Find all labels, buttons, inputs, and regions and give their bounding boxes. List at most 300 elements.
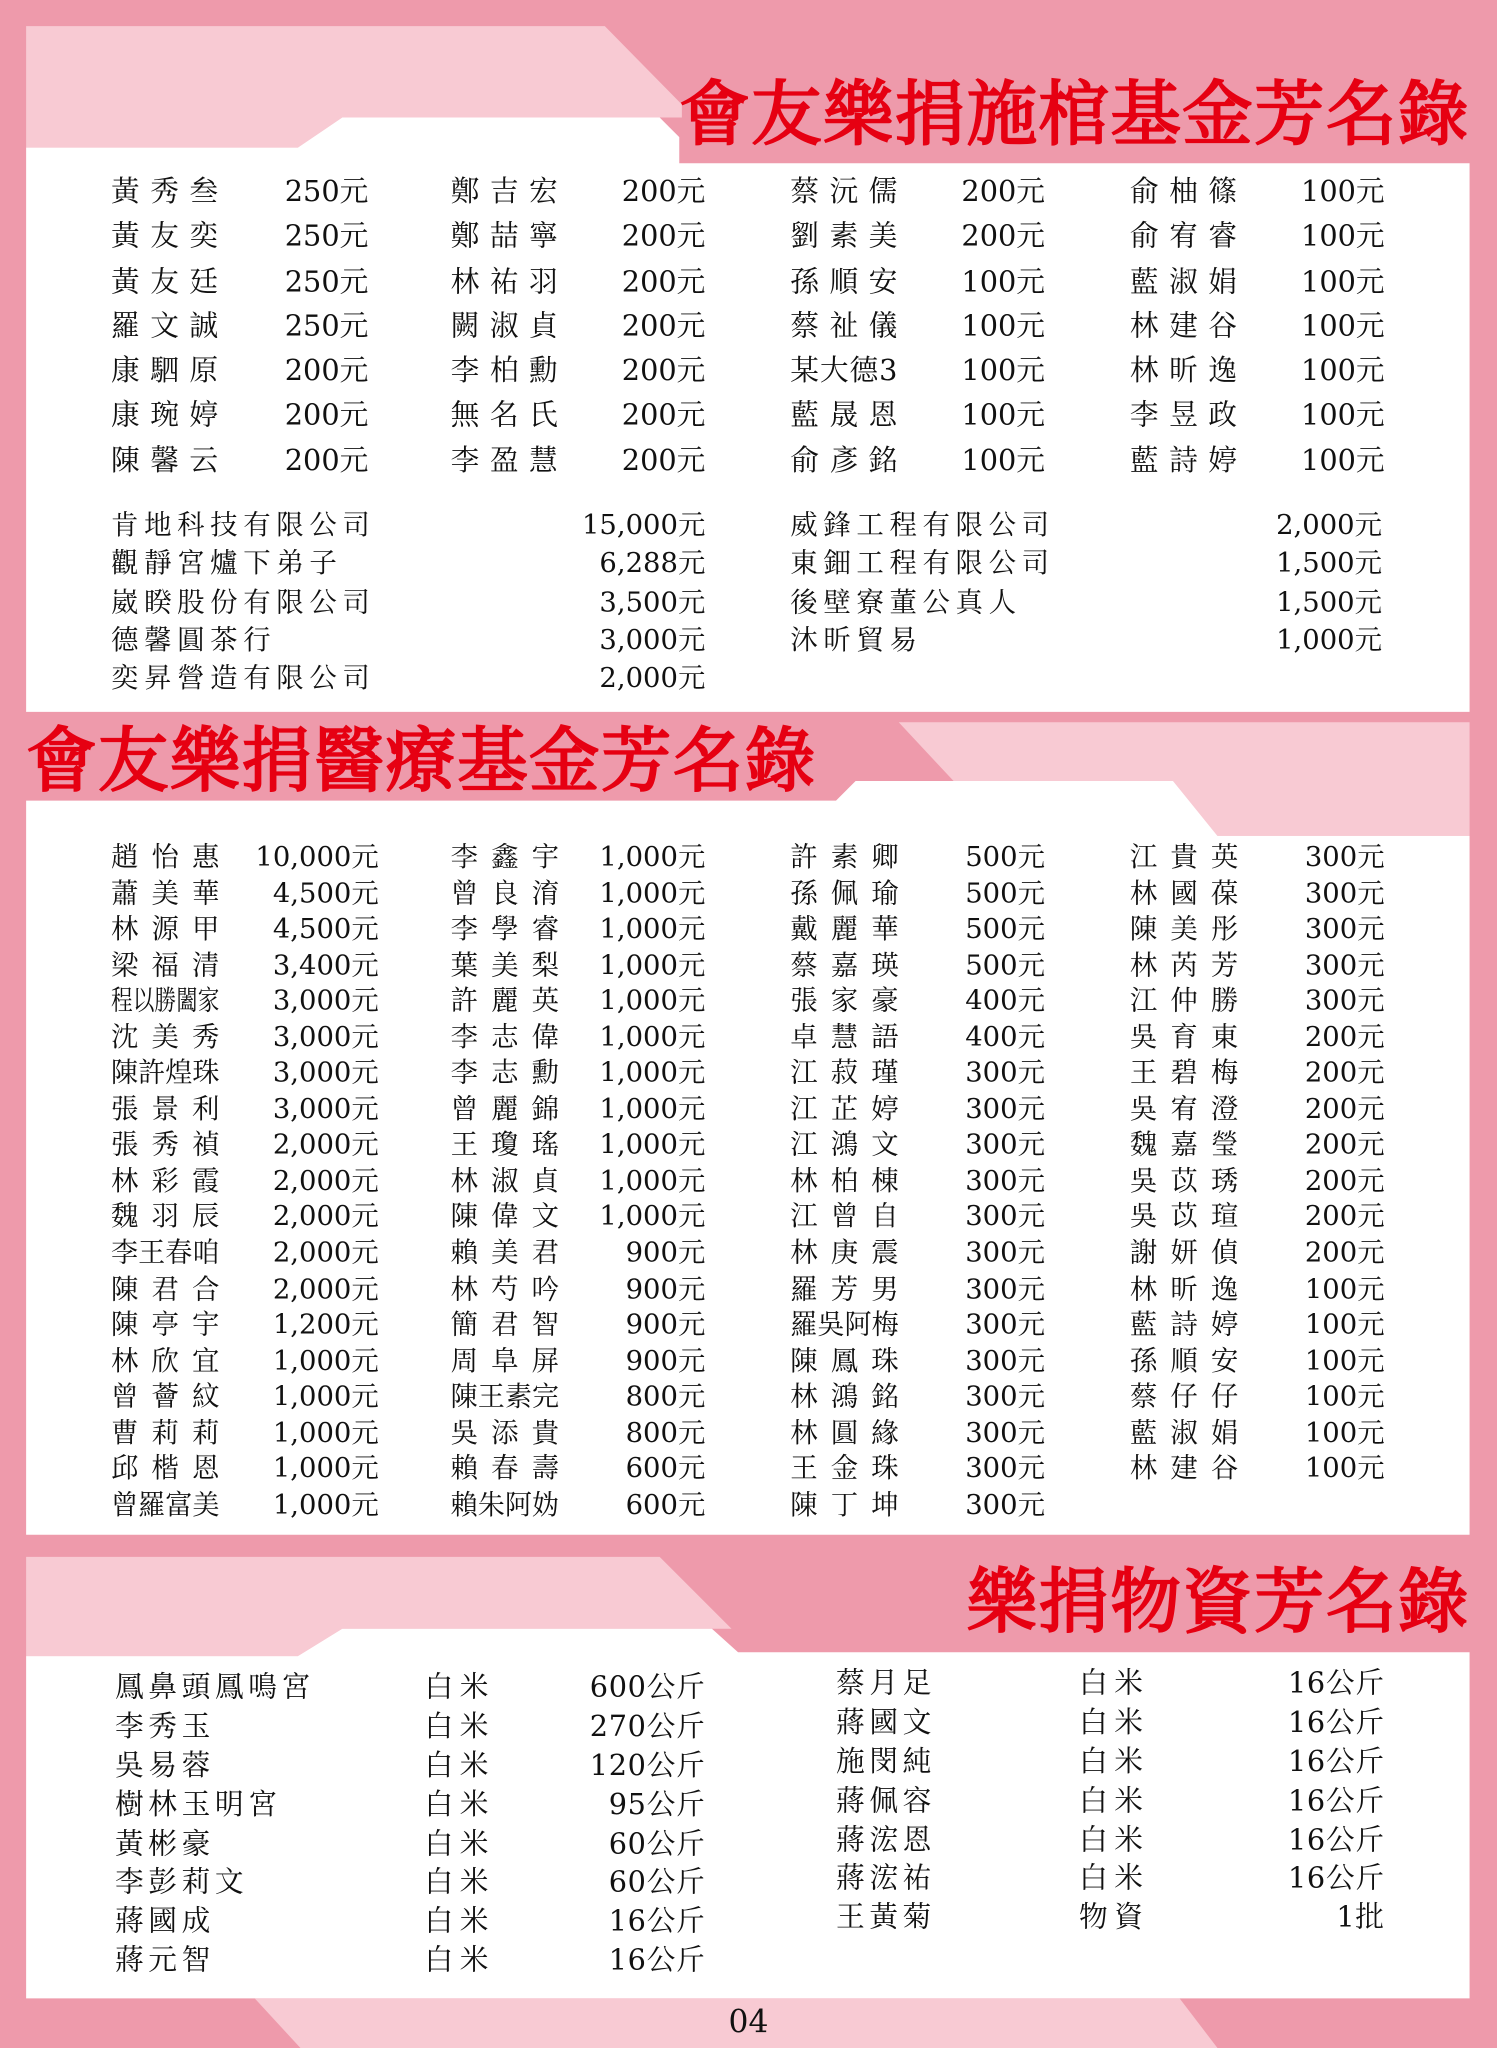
donor-row <box>111 1164 379 1200</box>
donation-amount: 1,200元 <box>272 1308 379 1341</box>
coffin-fund-company-column-right <box>790 507 1382 660</box>
donor-row <box>1130 1020 1385 1056</box>
donation-amount: 200元 <box>1304 1092 1385 1125</box>
supply-donor-name: 蔣佩容 <box>836 1785 936 1818</box>
donor-name: 梁福清 <box>111 949 233 981</box>
donation-amount: 200元 <box>621 400 706 433</box>
donor-row <box>790 1020 1045 1056</box>
donor-row <box>790 1200 1045 1236</box>
company-name: 後壁寮董公真人 <box>790 585 1022 618</box>
donation-amount: 100元 <box>961 400 1046 433</box>
donor-name: 劉素美 <box>790 221 908 254</box>
donor-row <box>1130 876 1385 912</box>
donor-row <box>451 1380 706 1416</box>
donor-name: 江菽瑾 <box>790 1057 912 1089</box>
donation-amount: 300元 <box>1304 913 1385 945</box>
donor-row <box>111 171 368 216</box>
donor-row <box>1130 840 1385 876</box>
supply-donor-name: 蔣浤祐 <box>836 1863 936 1896</box>
donor-row <box>111 1416 379 1452</box>
donation-amount: 800元 <box>625 1416 706 1449</box>
donation-amount: 1,500元 <box>1276 547 1383 579</box>
donor-name: 周阜屏 <box>450 1344 573 1377</box>
donor-name: 林昕逸 <box>1129 1272 1252 1305</box>
donor-name: 藍詩婷 <box>1129 445 1248 478</box>
donor-name: 林源甲 <box>111 913 233 945</box>
supply-quantity: 16公斤 <box>608 1945 706 1978</box>
page-number: 04 <box>728 2003 769 2041</box>
donation-amount: 500元 <box>965 841 1046 873</box>
donor-name: 陳美彤 <box>1129 913 1252 945</box>
donor-name: 林鴻銘 <box>790 1380 912 1413</box>
donation-amount: 100元 <box>1304 1416 1385 1449</box>
medical-fund-column-2 <box>451 840 706 1524</box>
donor-row <box>790 261 1045 306</box>
donor-name: 藍淑娟 <box>1129 265 1248 299</box>
supply-item: 物資 <box>1078 1902 1150 1935</box>
coffin-fund-column-3 <box>790 171 1045 485</box>
donor-name: 曾薈紋 <box>111 1380 233 1413</box>
supply-donor-name: 李彭莉文 <box>114 1867 249 1900</box>
medical-fund-title: 會友樂捐醫療基金芳名錄 <box>26 718 817 802</box>
supply-donor-row <box>115 1864 705 1903</box>
donation-amount: 200元 <box>621 265 706 299</box>
donor-name: 俞柚篠 <box>1129 176 1248 209</box>
supply-quantity: 16公斤 <box>1287 1785 1385 1818</box>
donor-row <box>790 1056 1045 1092</box>
supply-donor-name: 王黃菊 <box>836 1902 936 1935</box>
donation-amount: 1,000元 <box>599 1092 706 1125</box>
donor-row <box>790 876 1045 912</box>
donation-amount: 3,000元 <box>272 1092 379 1125</box>
supply-quantity: 600公斤 <box>589 1671 706 1705</box>
company-donor-row <box>790 622 1382 660</box>
donation-amount: 2,000元 <box>599 662 706 694</box>
donation-amount: 100元 <box>1304 1272 1385 1305</box>
donor-name: 陳馨云 <box>111 445 229 478</box>
donation-amount: 3,000元 <box>272 1021 379 1053</box>
supply-quantity: 16公斤 <box>1287 1863 1385 1896</box>
donation-amount: 100元 <box>1301 265 1385 299</box>
donor-row <box>451 1164 706 1200</box>
donor-row <box>1130 1092 1385 1128</box>
donor-name: 鄭喆寧 <box>450 221 569 254</box>
donation-amount: 200元 <box>961 221 1046 254</box>
donation-amount: 100元 <box>961 310 1046 344</box>
donor-row <box>111 1056 379 1092</box>
donor-name: 程以勝闔家 <box>111 985 220 1017</box>
donor-row <box>111 1020 379 1056</box>
donor-row <box>451 1308 706 1344</box>
company-donor-row <box>111 660 705 698</box>
supply-donor-name: 吳易蓉 <box>114 1749 215 1783</box>
donor-row <box>111 840 379 876</box>
donation-amount: 300元 <box>1304 949 1385 981</box>
donor-name: 李學睿 <box>450 913 573 945</box>
donor-name: 藍淑娟 <box>1129 1416 1252 1449</box>
donation-amount: 200元 <box>1304 1128 1385 1161</box>
company-name: 東鈿工程有限公司 <box>790 547 1055 579</box>
donor-name: 曾麗錦 <box>450 1092 573 1125</box>
supplies-title: 樂捐物資芳名錄 <box>966 1559 1470 1644</box>
supply-quantity: 16公斤 <box>1287 1706 1385 1740</box>
supply-quantity: 60公斤 <box>608 1827 706 1861</box>
donor-row <box>451 876 706 912</box>
donation-amount: 4,500元 <box>272 913 379 945</box>
donor-name: 謝妍偵 <box>1129 1236 1252 1269</box>
supply-item: 白米 <box>424 1671 496 1705</box>
donor-row <box>1130 395 1385 440</box>
donation-amount: 100元 <box>1304 1380 1385 1413</box>
supply-quantity: 16公斤 <box>1287 1745 1385 1779</box>
donor-name: 江仲勝 <box>1129 985 1252 1017</box>
donor-row <box>1130 1164 1385 1200</box>
donor-name: 林祐羽 <box>450 265 569 299</box>
supply-item: 白米 <box>424 1788 496 1822</box>
donation-amount: 200元 <box>1304 1021 1385 1053</box>
donation-amount: 250元 <box>284 310 369 344</box>
supply-item: 白米 <box>424 1906 496 1939</box>
donor-row <box>1130 216 1385 261</box>
donation-amount: 500元 <box>965 949 1046 981</box>
donation-amount: 1,000元 <box>599 913 706 945</box>
supply-donor-row <box>115 1669 705 1708</box>
donation-amount: 200元 <box>621 176 706 209</box>
donor-name: 陳許煌珠 <box>111 1057 220 1089</box>
donor-row <box>1130 1308 1385 1344</box>
donor-name: 魏羽辰 <box>111 1200 233 1233</box>
supply-quantity: 60公斤 <box>608 1867 706 1900</box>
supply-donor-row <box>836 1665 1385 1704</box>
supply-donor-row <box>115 1786 705 1825</box>
donor-row <box>790 350 1045 395</box>
donation-amount: 300元 <box>965 1236 1046 1269</box>
donor-row <box>451 350 706 395</box>
donor-name: 李志勳 <box>450 1057 573 1089</box>
donor-row <box>111 912 379 948</box>
donation-amount: 900元 <box>625 1236 706 1269</box>
company-donor-row <box>111 622 705 660</box>
coffin-fund-company-column-left <box>111 507 705 698</box>
donor-name: 陳鳳珠 <box>790 1344 912 1377</box>
company-donor-row <box>790 583 1382 621</box>
supply-item: 白米 <box>424 1867 496 1900</box>
donation-amount: 1,000元 <box>272 1452 379 1485</box>
donor-row <box>451 440 706 485</box>
donor-name: 吳育東 <box>1129 1021 1252 1053</box>
donation-amount: 300元 <box>965 1057 1046 1089</box>
donor-row <box>111 440 368 485</box>
coffin-fund-title: 會友樂捐施棺基金芳名錄 <box>679 71 1470 156</box>
donor-name: 張家豪 <box>790 985 912 1017</box>
donor-row <box>111 1451 379 1487</box>
donation-amount: 200元 <box>621 221 706 254</box>
supply-donor-row <box>836 1900 1385 1939</box>
donor-name: 林淑貞 <box>450 1164 573 1197</box>
donation-amount: 1,000元 <box>272 1344 379 1377</box>
donation-amount: 3,400元 <box>272 949 379 981</box>
donor-name: 林欣宜 <box>111 1344 233 1377</box>
donation-amount: 300元 <box>965 1380 1046 1413</box>
donation-amount: 2,000元 <box>272 1272 379 1305</box>
donor-row <box>1130 912 1385 948</box>
company-name: 德馨圓茶行 <box>111 624 277 656</box>
donor-row <box>790 1308 1045 1344</box>
donor-name: 林彩霞 <box>111 1164 233 1197</box>
donor-name: 孫順安 <box>790 265 908 299</box>
supply-item: 白米 <box>1078 1863 1150 1896</box>
donor-row <box>790 912 1045 948</box>
donor-row <box>111 1308 379 1344</box>
donation-amount: 2,000元 <box>272 1236 379 1269</box>
donation-amount: 1,000元 <box>599 877 706 909</box>
donor-row <box>451 216 706 261</box>
donor-name: 陳丁坤 <box>790 1488 912 1521</box>
supply-donor-row <box>115 1903 705 1942</box>
supply-donor-row <box>836 1821 1385 1860</box>
donor-name: 簡君智 <box>450 1308 573 1341</box>
donation-amount: 900元 <box>625 1308 706 1341</box>
donor-row <box>790 1164 1045 1200</box>
donor-name: 張景利 <box>111 1092 233 1125</box>
donor-name: 林建谷 <box>1129 1452 1252 1485</box>
donor-name: 李鑫宇 <box>450 841 573 873</box>
donation-amount: 300元 <box>965 1416 1046 1449</box>
donor-row <box>1130 1451 1385 1487</box>
donor-row <box>111 261 368 306</box>
supply-donor-name: 李秀玉 <box>114 1710 215 1744</box>
donor-name: 吳添貴 <box>450 1416 573 1449</box>
donor-row <box>451 948 706 984</box>
donor-row <box>451 1416 706 1452</box>
donor-name: 曾羅富美 <box>111 1488 220 1521</box>
supply-item: 白米 <box>424 1749 496 1783</box>
donor-name: 葉美梨 <box>450 949 573 981</box>
supply-donor-name: 蔣浤恩 <box>836 1824 936 1857</box>
donor-name: 賴朱阿妫 <box>450 1488 560 1521</box>
donation-amount: 1,000元 <box>599 1200 706 1233</box>
donation-amount: 100元 <box>1301 445 1385 478</box>
supply-quantity: 16公斤 <box>608 1906 706 1939</box>
donor-name: 曹莉莉 <box>111 1416 233 1449</box>
donor-name: 王金珠 <box>790 1452 912 1485</box>
supply-donor-row <box>836 1782 1385 1821</box>
donor-name: 賴春壽 <box>450 1452 573 1485</box>
donation-amount: 300元 <box>1304 985 1385 1017</box>
donation-amount: 200元 <box>1304 1164 1385 1197</box>
donation-amount: 300元 <box>965 1308 1046 1341</box>
donor-row <box>790 1451 1045 1487</box>
donor-row <box>451 1020 706 1056</box>
donor-row <box>111 395 368 440</box>
donation-amount: 300元 <box>965 1452 1046 1485</box>
donor-row <box>1130 1344 1385 1380</box>
donation-amount: 100元 <box>1301 355 1385 389</box>
donor-row <box>790 1380 1045 1416</box>
donor-row <box>790 1236 1045 1272</box>
donation-amount: 3,000元 <box>272 1057 379 1089</box>
supply-quantity: 16公斤 <box>1287 1824 1385 1857</box>
company-donor-row <box>111 507 705 545</box>
donor-row <box>1130 440 1385 485</box>
donation-amount: 10,000元 <box>255 841 379 873</box>
donor-name: 魏嘉瑩 <box>1129 1128 1252 1161</box>
donor-row <box>1130 1236 1385 1272</box>
donor-name: 黃秀叁 <box>111 176 229 209</box>
donor-name: 康琬婷 <box>111 400 229 433</box>
donor-row <box>790 1092 1045 1128</box>
donor-name: 林昕逸 <box>1129 355 1248 389</box>
donation-amount: 400元 <box>965 1021 1046 1053</box>
donation-amount: 100元 <box>1301 310 1385 344</box>
donation-amount: 400元 <box>965 985 1046 1017</box>
donor-name: 闕淑貞 <box>450 310 569 344</box>
supply-donor-name: 黃彬豪 <box>114 1827 215 1861</box>
donation-amount: 100元 <box>1301 176 1385 209</box>
company-donor-row <box>111 583 705 621</box>
donation-amount: 1,000元 <box>599 1057 706 1089</box>
donor-row <box>111 350 368 395</box>
donor-row <box>1130 984 1385 1020</box>
donor-name: 李王春咱 <box>111 1236 220 1269</box>
donation-amount: 200元 <box>621 355 706 389</box>
donor-row <box>1130 1128 1385 1164</box>
donor-name: 羅吳阿梅 <box>790 1308 899 1341</box>
supply-item: 白米 <box>1078 1667 1150 1701</box>
supply-quantity: 270公斤 <box>589 1710 706 1744</box>
donation-amount: 200元 <box>621 445 706 478</box>
donor-row <box>790 440 1045 485</box>
donor-row <box>1130 1056 1385 1092</box>
donation-amount: 2,000元 <box>272 1164 379 1197</box>
company-name: 崴睽股份有限公司 <box>111 585 376 618</box>
supply-quantity: 16公斤 <box>1287 1667 1385 1701</box>
donor-name: 蔡仔仔 <box>1129 1380 1252 1413</box>
donation-amount: 15,000元 <box>581 509 706 541</box>
supply-quantity: 95公斤 <box>608 1788 706 1822</box>
donor-row <box>111 1344 379 1380</box>
donation-amount: 1,000元 <box>599 949 706 981</box>
donation-amount: 100元 <box>1301 221 1385 254</box>
donor-name: 王瓊瑤 <box>450 1128 573 1161</box>
company-name: 沐昕貿易 <box>790 624 923 656</box>
supply-donor-name: 蔣國成 <box>114 1906 215 1939</box>
company-name: 奕昇營造有限公司 <box>111 662 376 694</box>
donor-row <box>451 1092 706 1128</box>
donor-name: 李昱政 <box>1129 400 1248 433</box>
company-donor-row <box>790 545 1382 583</box>
medical-fund-column-3 <box>790 840 1045 1524</box>
supply-donor-name: 蔣國文 <box>836 1706 936 1740</box>
donation-amount: 100元 <box>1304 1344 1385 1377</box>
donor-name: 卓慧語 <box>790 1021 912 1053</box>
donor-row <box>451 1487 706 1523</box>
donation-amount: 600元 <box>625 1452 706 1485</box>
donation-amount: 1,000元 <box>1276 624 1383 656</box>
donor-name: 陳君合 <box>111 1272 233 1305</box>
donor-row <box>790 1272 1045 1308</box>
donation-amount: 200元 <box>621 310 706 344</box>
supply-item: 白米 <box>424 1945 496 1978</box>
donation-amount: 1,000元 <box>272 1488 379 1521</box>
donation-amount: 300元 <box>965 1200 1046 1233</box>
donation-amount: 100元 <box>961 445 1046 478</box>
donor-row <box>790 395 1045 440</box>
donor-name: 陳王素完 <box>450 1380 560 1413</box>
donor-name: 某大德3 <box>790 355 899 389</box>
donor-name: 藍詩婷 <box>1129 1308 1252 1341</box>
donor-name: 李盈慧 <box>450 445 569 478</box>
donor-row <box>790 840 1045 876</box>
donation-amount: 2,000元 <box>1276 509 1383 541</box>
donation-amount: 100元 <box>1301 400 1385 433</box>
donor-row <box>111 1487 379 1523</box>
donor-name: 吳苡瑄 <box>1129 1200 1252 1233</box>
supplies-column-left <box>115 1669 705 1981</box>
donor-row <box>451 984 706 1020</box>
donor-row <box>451 171 706 216</box>
donor-name: 林芍吟 <box>450 1272 573 1305</box>
donor-name: 許麗英 <box>450 985 573 1017</box>
donation-amount: 300元 <box>965 1128 1046 1161</box>
supply-donor-row <box>115 1943 705 1982</box>
donation-amount: 1,000元 <box>599 985 706 1017</box>
donor-name: 江貴英 <box>1129 841 1252 873</box>
donor-row <box>111 1200 379 1236</box>
donor-name: 王碧梅 <box>1129 1057 1252 1089</box>
donation-amount: 300元 <box>1304 877 1385 909</box>
donor-row <box>1130 171 1385 216</box>
donor-name: 蔡祉儀 <box>790 310 908 344</box>
donor-name: 蔡嘉瑛 <box>790 949 912 981</box>
supply-quantity: 120公斤 <box>589 1749 706 1783</box>
donor-name: 李柏勳 <box>450 355 569 389</box>
donor-row <box>111 876 379 912</box>
supply-item: 白米 <box>1078 1745 1150 1779</box>
donor-row <box>451 1200 706 1236</box>
donation-amount: 1,000元 <box>599 1128 706 1161</box>
donor-row <box>111 1272 379 1308</box>
donation-amount: 1,000元 <box>599 841 706 873</box>
donation-amount: 3,000元 <box>272 985 379 1017</box>
donor-name: 吳宥澄 <box>1129 1092 1252 1125</box>
donor-row <box>790 1487 1045 1523</box>
donor-name: 戴麗華 <box>790 913 912 945</box>
supply-donor-name: 蔣元智 <box>114 1945 215 1978</box>
supply-quantity: 1批 <box>1336 1902 1385 1935</box>
donor-row <box>451 1272 706 1308</box>
donor-name: 沈美秀 <box>111 1021 233 1053</box>
donor-name: 邱楷恩 <box>111 1452 233 1485</box>
donor-name: 蔡沅儒 <box>790 176 908 209</box>
supply-item: 白米 <box>1078 1785 1150 1818</box>
donor-row <box>1130 261 1385 306</box>
donation-amount: 1,000元 <box>599 1164 706 1197</box>
donor-row <box>451 1344 706 1380</box>
donor-row <box>1130 1416 1385 1452</box>
donor-name: 康駟原 <box>111 355 229 389</box>
medical-fund-column-1 <box>111 840 379 1524</box>
donor-row <box>111 1236 379 1272</box>
donor-name: 陳偉文 <box>450 1200 573 1233</box>
donor-row <box>451 912 706 948</box>
donor-row <box>111 216 368 261</box>
donor-name: 黃友廷 <box>111 265 229 299</box>
donor-name: 無名氏 <box>450 400 569 433</box>
company-name: 觀靜宮爐下弟子 <box>111 547 343 579</box>
donation-amount: 250元 <box>284 265 369 299</box>
donor-row <box>111 948 379 984</box>
